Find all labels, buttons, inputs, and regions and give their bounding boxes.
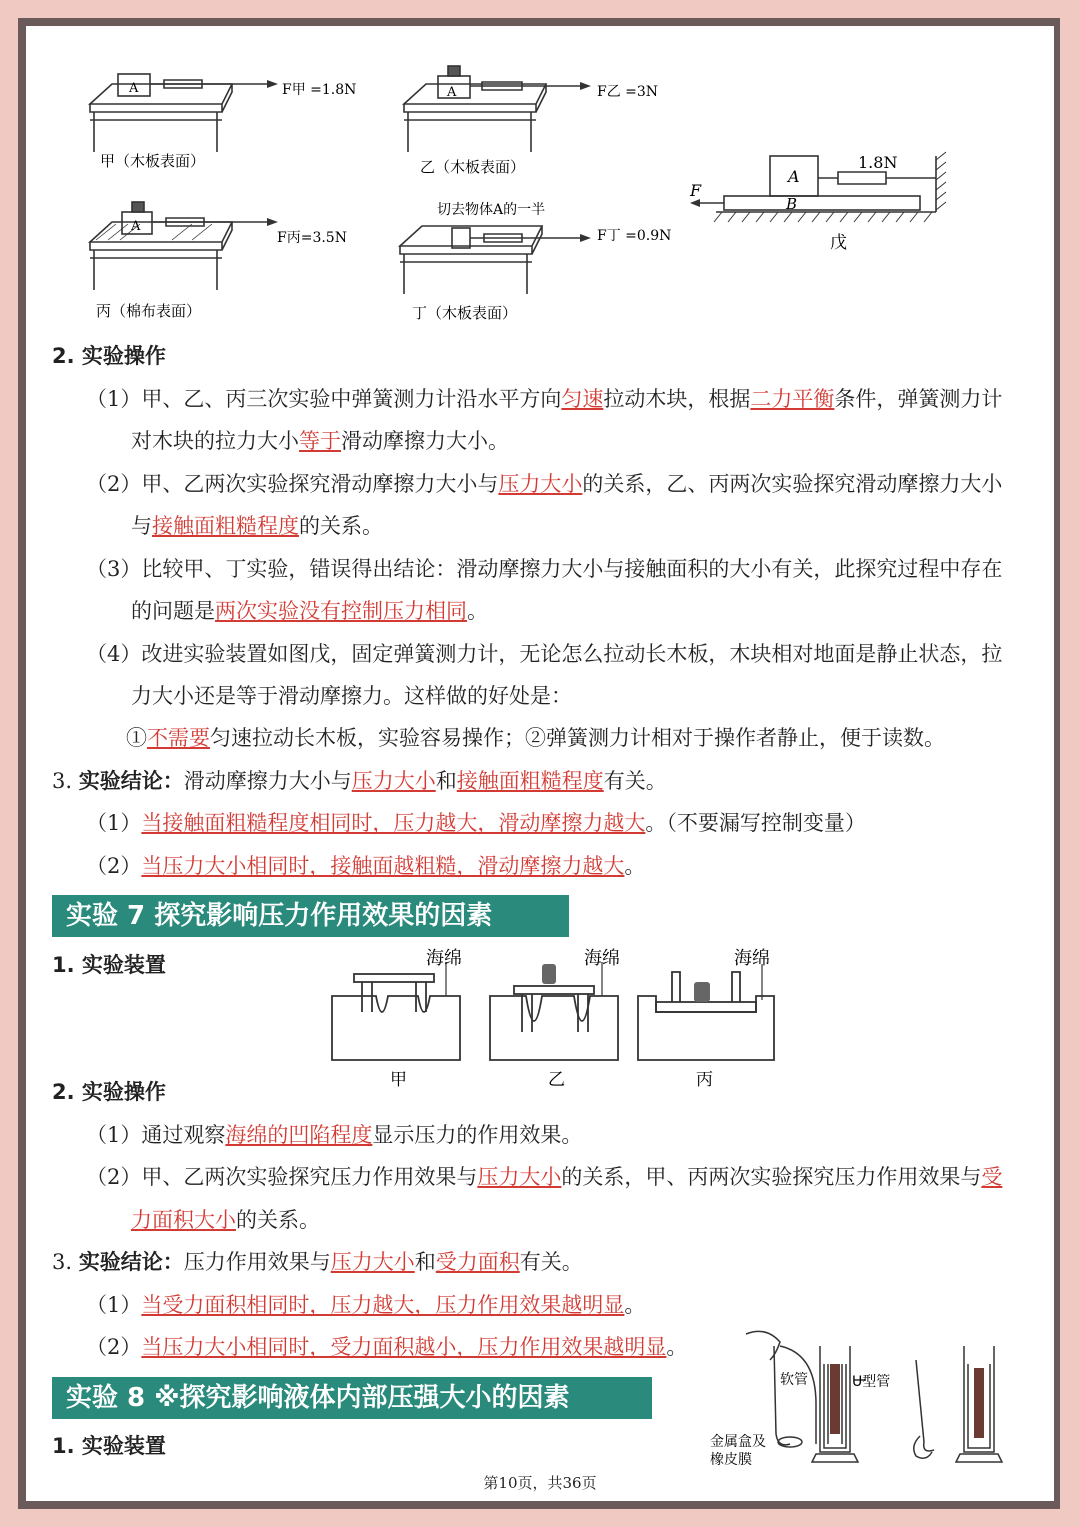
exp6-conclusion: 3. 实验结论：滑动摩擦力大小与压力大小和接触面粗糙程度有关。 bbox=[52, 769, 667, 793]
block-a-label: A bbox=[447, 85, 457, 100]
exp6-p2-line2: 与接触面粗糙程度的关系。 bbox=[131, 514, 383, 538]
exp6-conclusion-1: （1）当接触面粗糙程度相同时，压力越大，滑动摩擦力越大。（不要漏写控制变量） bbox=[86, 811, 866, 835]
caption-sponge-bing: 丙 bbox=[696, 1070, 713, 1090]
force-yi: F乙 =3N bbox=[597, 84, 659, 100]
exp8-title: 实验 8 ※探究影响液体内部压强大小的因素 bbox=[52, 1377, 652, 1419]
sponge-figures bbox=[328, 942, 780, 1092]
label-u-tube: U型管 bbox=[852, 1374, 891, 1390]
label-metal-box-2: 橡皮膜 bbox=[710, 1452, 752, 1468]
exp6-p1-line1: （1）甲、乙、丙三次实验中弹簧测力计沿水平方向匀速拉动木块，根据二力平衡条件，弹簧测力计 bbox=[86, 387, 1003, 411]
sponge-label-yi: 海绵 bbox=[584, 948, 620, 969]
caption-sponge-yi: 乙 bbox=[548, 1070, 565, 1090]
sponge-label-jia: 海绵 bbox=[426, 948, 462, 969]
exp7-conclusion: 3. 实验结论：压力作用效果与压力大小和受力面积有关。 bbox=[52, 1250, 583, 1274]
ding-note: 切去物体A的一半 bbox=[437, 202, 546, 218]
wu-reading: 1.8N bbox=[858, 153, 898, 172]
label-metal-box-1: 金属盒及 bbox=[710, 1434, 766, 1450]
label-soft-tube: 软管 bbox=[780, 1372, 808, 1388]
force-bing: F丙=3.5N bbox=[277, 230, 347, 246]
exp7-setup-heading: 1. 实验装置 bbox=[52, 953, 166, 977]
exp6-conclusion-2: （2）当压力大小相同时，接触面越粗糙，滑动摩擦力越大。 bbox=[86, 854, 646, 878]
wu-board-b: B bbox=[786, 195, 798, 213]
caption-jia: 甲（木板表面） bbox=[100, 152, 206, 170]
caption-wu: 戊 bbox=[830, 233, 847, 253]
caption-ding: 丁（木板表面） bbox=[412, 304, 518, 322]
force-jia: F甲 =1.8N bbox=[282, 82, 357, 98]
exp7-p2-line2: 力面积大小的关系。 bbox=[131, 1208, 320, 1232]
friction-figure-wu bbox=[686, 150, 956, 256]
caption-yi: 乙（木板表面） bbox=[420, 158, 526, 176]
friction-figures-jia-yi-bing-ding bbox=[82, 62, 682, 324]
liquid-pressure-figure bbox=[706, 1324, 1010, 1470]
exp7-conclusion-1: （1）当受力面积相同时，压力越大，压力作用效果越明显。 bbox=[86, 1293, 646, 1317]
exp6-p2-line1: （2）甲、乙两次实验探究滑动摩擦力大小与压力大小的关系，乙、丙两次实验探究滑动摩擦力大小 bbox=[86, 472, 1003, 496]
exp7-p1: （1）通过观察海绵的凹陷程度显示压力的作用效果。 bbox=[86, 1123, 583, 1147]
wu-block-a: A bbox=[788, 167, 800, 186]
exp6-p3-line2: 的问题是两次实验没有控制压力相同。 bbox=[131, 599, 488, 623]
exp7-title: 实验 7 探究影响压力作用效果的因素 bbox=[52, 895, 569, 937]
caption-bing: 丙（棉布表面） bbox=[96, 302, 202, 320]
exp6-p1-line2: 对木块的拉力大小等于滑动摩擦力大小。 bbox=[131, 429, 509, 453]
exp6-p3-line1: （3）比较甲、丁实验，错误得出结论：滑动摩擦力大小与接触面积的大小有关，此探究过程中存在 bbox=[86, 557, 1003, 581]
exp7-p2-line1: （2）甲、乙两次实验探究压力作用效果与压力大小的关系，甲、丙两次实验探究压力作用效果与受 bbox=[86, 1165, 1003, 1189]
page-footer: 第10页，共36页 bbox=[483, 1474, 597, 1492]
caption-sponge-jia: 甲 bbox=[390, 1070, 407, 1090]
wu-force-f: F bbox=[690, 181, 702, 200]
exp8-setup-heading: 1. 实验装置 bbox=[52, 1434, 166, 1458]
exp6-p4-line2: 力大小还是等于滑动摩擦力。这样做的好处是： bbox=[131, 684, 572, 708]
exp6-p4-line1: （4）改进实验装置如图戊，固定弹簧测力计，无论怎么拉动长木板，木块相对地面是静止状态，拉 bbox=[86, 642, 1003, 666]
exp6-p4-line3: ①不需要匀速拉动长木板，实验容易操作；②弹簧测力计相对于操作者静止，便于读数。 bbox=[126, 726, 945, 750]
block-a-label: A bbox=[129, 81, 139, 96]
exp7-conclusion-2: （2）当压力大小相同时，受力面积越小，压力作用效果越明显。 bbox=[86, 1335, 688, 1359]
exp6-op-heading: 2. 实验操作 bbox=[52, 344, 166, 368]
exp7-op-heading: 2. 实验操作 bbox=[52, 1080, 166, 1104]
sponge-label-bing: 海绵 bbox=[734, 948, 770, 969]
force-ding: F丁 =0.9N bbox=[597, 228, 672, 244]
block-a-label: A bbox=[131, 219, 141, 234]
